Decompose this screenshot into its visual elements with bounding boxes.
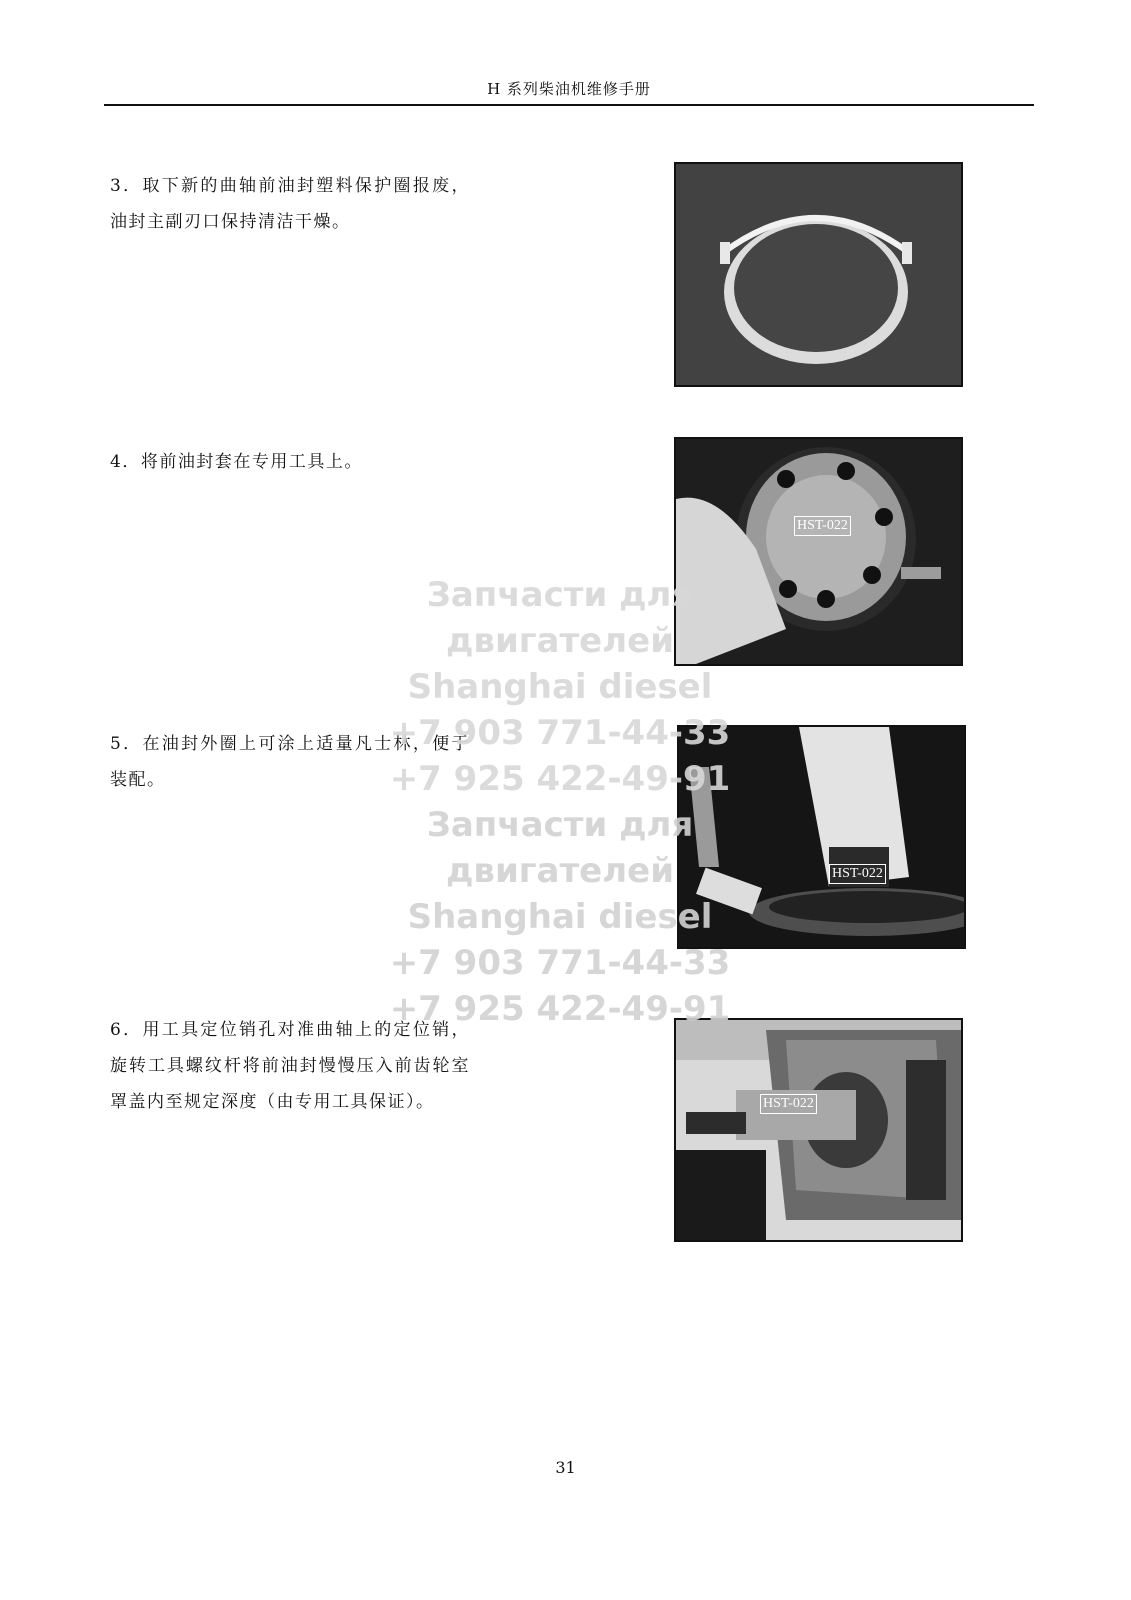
watermark-line: +7 925 422-49-91 [389,759,731,799]
step-3-text: 3．取下新的曲轴前油封塑料保护圈报废，油封主副刃口保持清洁干燥。 [110,176,470,232]
page-number: 31 [555,1458,576,1477]
header-divider [104,104,1034,106]
tool-label-tag: HST-022 [760,1094,817,1114]
tool-label-tag: HST-022 [829,864,886,884]
tool-label-tag: HST-022 [794,516,851,536]
watermark-line: +7 903 771-44-33 [389,713,731,753]
watermark-line: +7 925 422-49-91 [389,989,731,1029]
watermark-line: Запчасти для двигателей [426,805,694,891]
watermark-lower [320,802,800,1032]
watermark-line: Shanghai diesel [407,667,713,707]
photo-seal-protector-ring [674,162,963,387]
photo-pressing-seal [674,1018,963,1242]
watermark-upper [320,572,800,802]
step-5-text: 5．在油封外圈上可涂上适量凡士林，便于装配。 [110,734,470,790]
watermark-line: Shanghai diesel [407,897,713,937]
watermark-line: Запчасти для двигателей [426,575,694,661]
step-6-text: 6．用工具定位销孔对准曲轴上的定位销，旋转工具螺纹杆将前油封慢慢压入前齿轮室罩盖内至规定深度（由专用工具保证）。 [110,1020,470,1112]
page-header-title: H 系列柴油机维修手册 [487,80,651,98]
step-4-text: 4．将前油封套在专用工具上。 [110,452,363,472]
watermark-line: +7 903 771-44-33 [389,943,731,983]
